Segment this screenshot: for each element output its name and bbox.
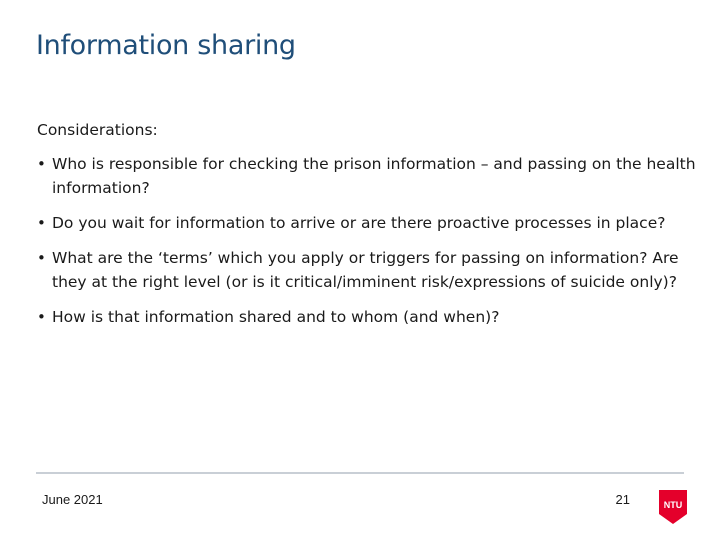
logo-text: NTU <box>663 500 683 510</box>
list-item <box>37 305 697 329</box>
bullet-icon: • <box>37 308 46 326</box>
bullet-icon: • <box>37 249 46 267</box>
bullet-icon: • <box>37 155 46 173</box>
list-item <box>37 152 697 200</box>
list-item <box>37 211 697 235</box>
intro-text: Considerations: <box>37 121 158 139</box>
bullet-list <box>37 152 697 329</box>
footer-date: June 2021 <box>42 492 103 507</box>
slide-title: Information sharing <box>36 30 296 61</box>
bullet-text: What are the ‘terms’ which you apply or triggers for passing on information? Are they at the right level (or is it critical/imminent risk/expressions of suicide only)? <box>52 249 679 291</box>
bullet-text: Who is responsible for checking the prison information – and passing on the health information? <box>52 155 696 197</box>
bullet-text: Do you wait for information to arrive or are there proactive processes in place? <box>52 214 666 232</box>
bullet-icon: • <box>37 214 46 232</box>
page-number: 21 <box>615 492 630 507</box>
ntu-logo-icon <box>659 490 687 524</box>
footer-divider <box>36 472 684 474</box>
list-item <box>37 246 697 294</box>
bullet-text: How is that information shared and to whom (and when)? <box>52 308 500 326</box>
